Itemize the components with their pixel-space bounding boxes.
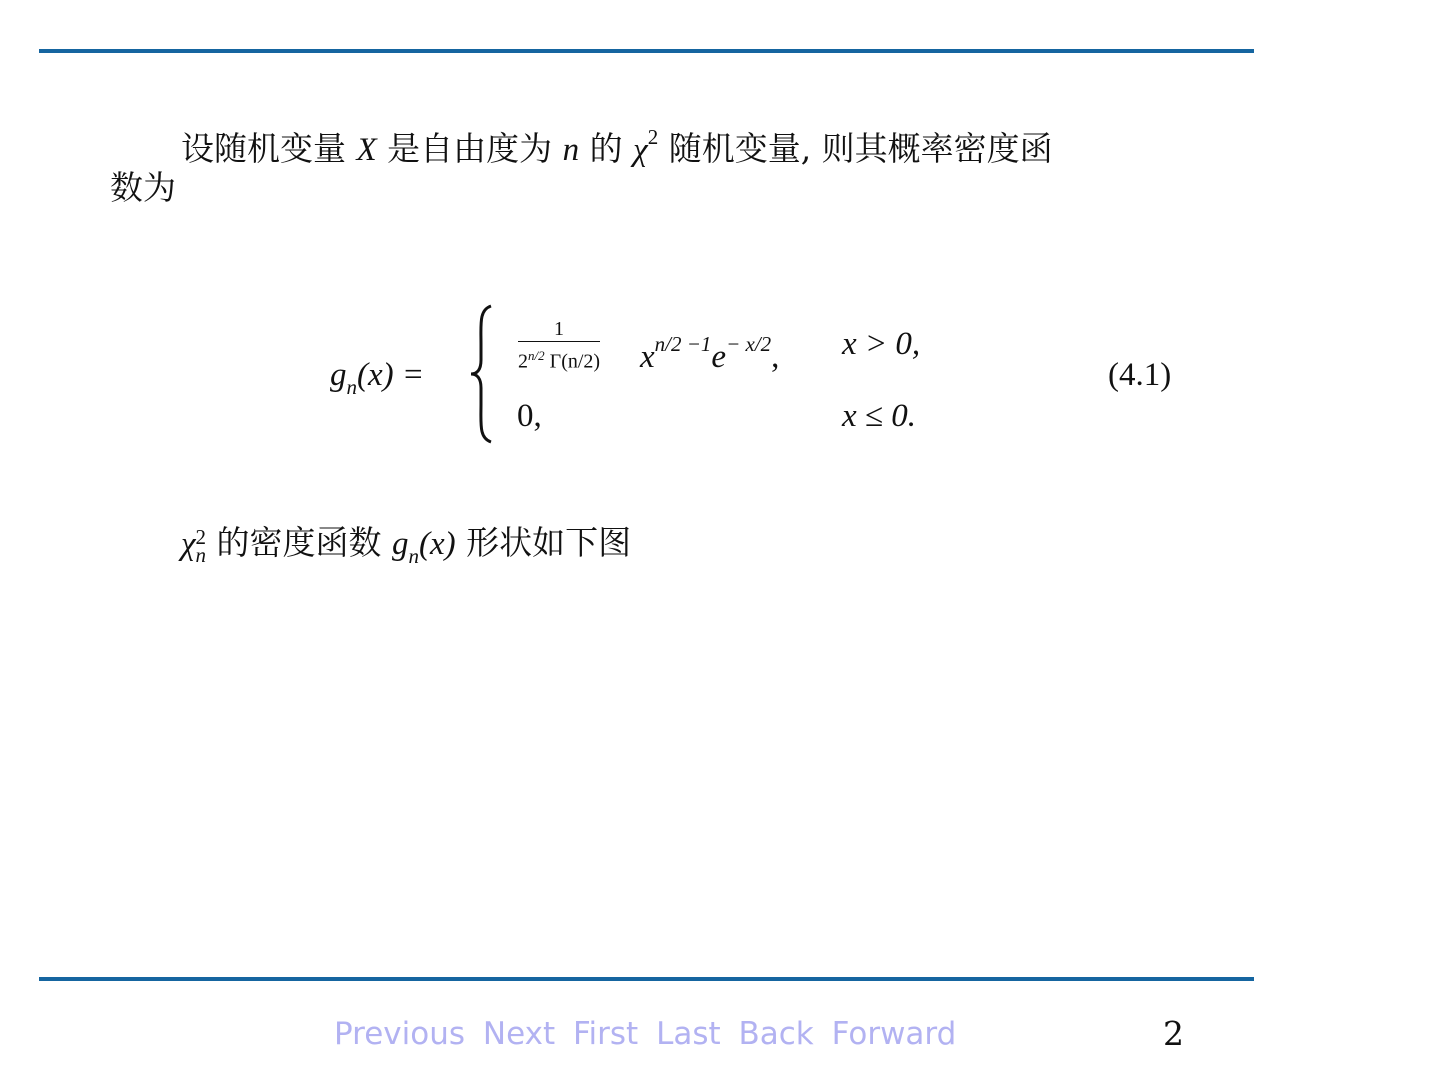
navigation-bar	[334, 1014, 964, 1054]
caption-text-a: 的密度函数	[216, 523, 382, 562]
var-n: n	[562, 132, 580, 168]
den-base: 2	[518, 350, 528, 373]
nav-previous-link[interactable]: Previous	[334, 1016, 466, 1052]
den-exponent: n/2	[528, 348, 545, 363]
var-x: X	[356, 132, 377, 168]
caption-chi-sub: n	[195, 543, 207, 567]
intro-line-2: 数为	[110, 168, 176, 207]
intro-text-c: 的	[589, 129, 623, 168]
nav-first-link[interactable]: First	[572, 1016, 639, 1052]
intro-line-1	[181, 112, 1053, 175]
density-equation	[0, 300, 1441, 450]
nav-next-link[interactable]: Next	[482, 1016, 556, 1052]
lhs-rest: (x) =	[357, 357, 425, 393]
fraction-numerator: 1	[554, 318, 565, 340]
nav-last-link[interactable]: Last	[656, 1016, 721, 1052]
caption-chi: χ	[181, 526, 196, 562]
intro-text-d: 随机变量, 则其概率密度函	[668, 129, 1053, 168]
case2-value: 0,	[517, 398, 542, 434]
caption-text-b: 形状如下图	[466, 523, 632, 562]
intro-text-a: 设随机变量	[181, 129, 346, 168]
caption-chi-sup: 2	[195, 525, 207, 549]
nav-back-link[interactable]: Back	[738, 1016, 814, 1052]
caption-chi-scripts	[195, 525, 207, 567]
left-brace	[469, 304, 499, 444]
top-rule	[39, 49, 1254, 53]
chi-superscript: 2	[647, 125, 659, 149]
tail-x-exponent: n/2 −1	[654, 332, 712, 356]
bottom-rule	[39, 977, 1254, 981]
caption-g-rest: (x)	[419, 526, 456, 562]
equation-lhs	[330, 355, 424, 407]
tail-e: e	[711, 339, 727, 375]
lhs-g: g	[330, 357, 347, 393]
fraction-denominator	[518, 345, 600, 373]
chi-symbol: χ	[633, 132, 648, 168]
caption-line	[181, 518, 631, 581]
caption-g: g	[392, 526, 409, 562]
page-number: 2	[1163, 1014, 1184, 1053]
case2-condition: x ≤ 0.	[842, 398, 917, 434]
intro-text-b: 是自由度为	[387, 129, 553, 168]
tail-e-exponent: − x/2	[726, 332, 772, 356]
nav-forward-link[interactable]: Forward	[831, 1016, 957, 1052]
equation-number: (4.1)	[1108, 357, 1172, 393]
fraction-bar	[518, 341, 600, 342]
case1-fraction	[518, 318, 600, 373]
tail-x: x	[640, 339, 655, 375]
caption-g-sub: n	[408, 544, 420, 568]
case1-condition: x > 0,	[842, 326, 921, 362]
tail-comma: ,	[771, 339, 780, 375]
lhs-subscript: n	[346, 375, 357, 399]
den-gamma: Γ(n/2)	[549, 350, 601, 373]
case1-tail	[640, 324, 779, 377]
